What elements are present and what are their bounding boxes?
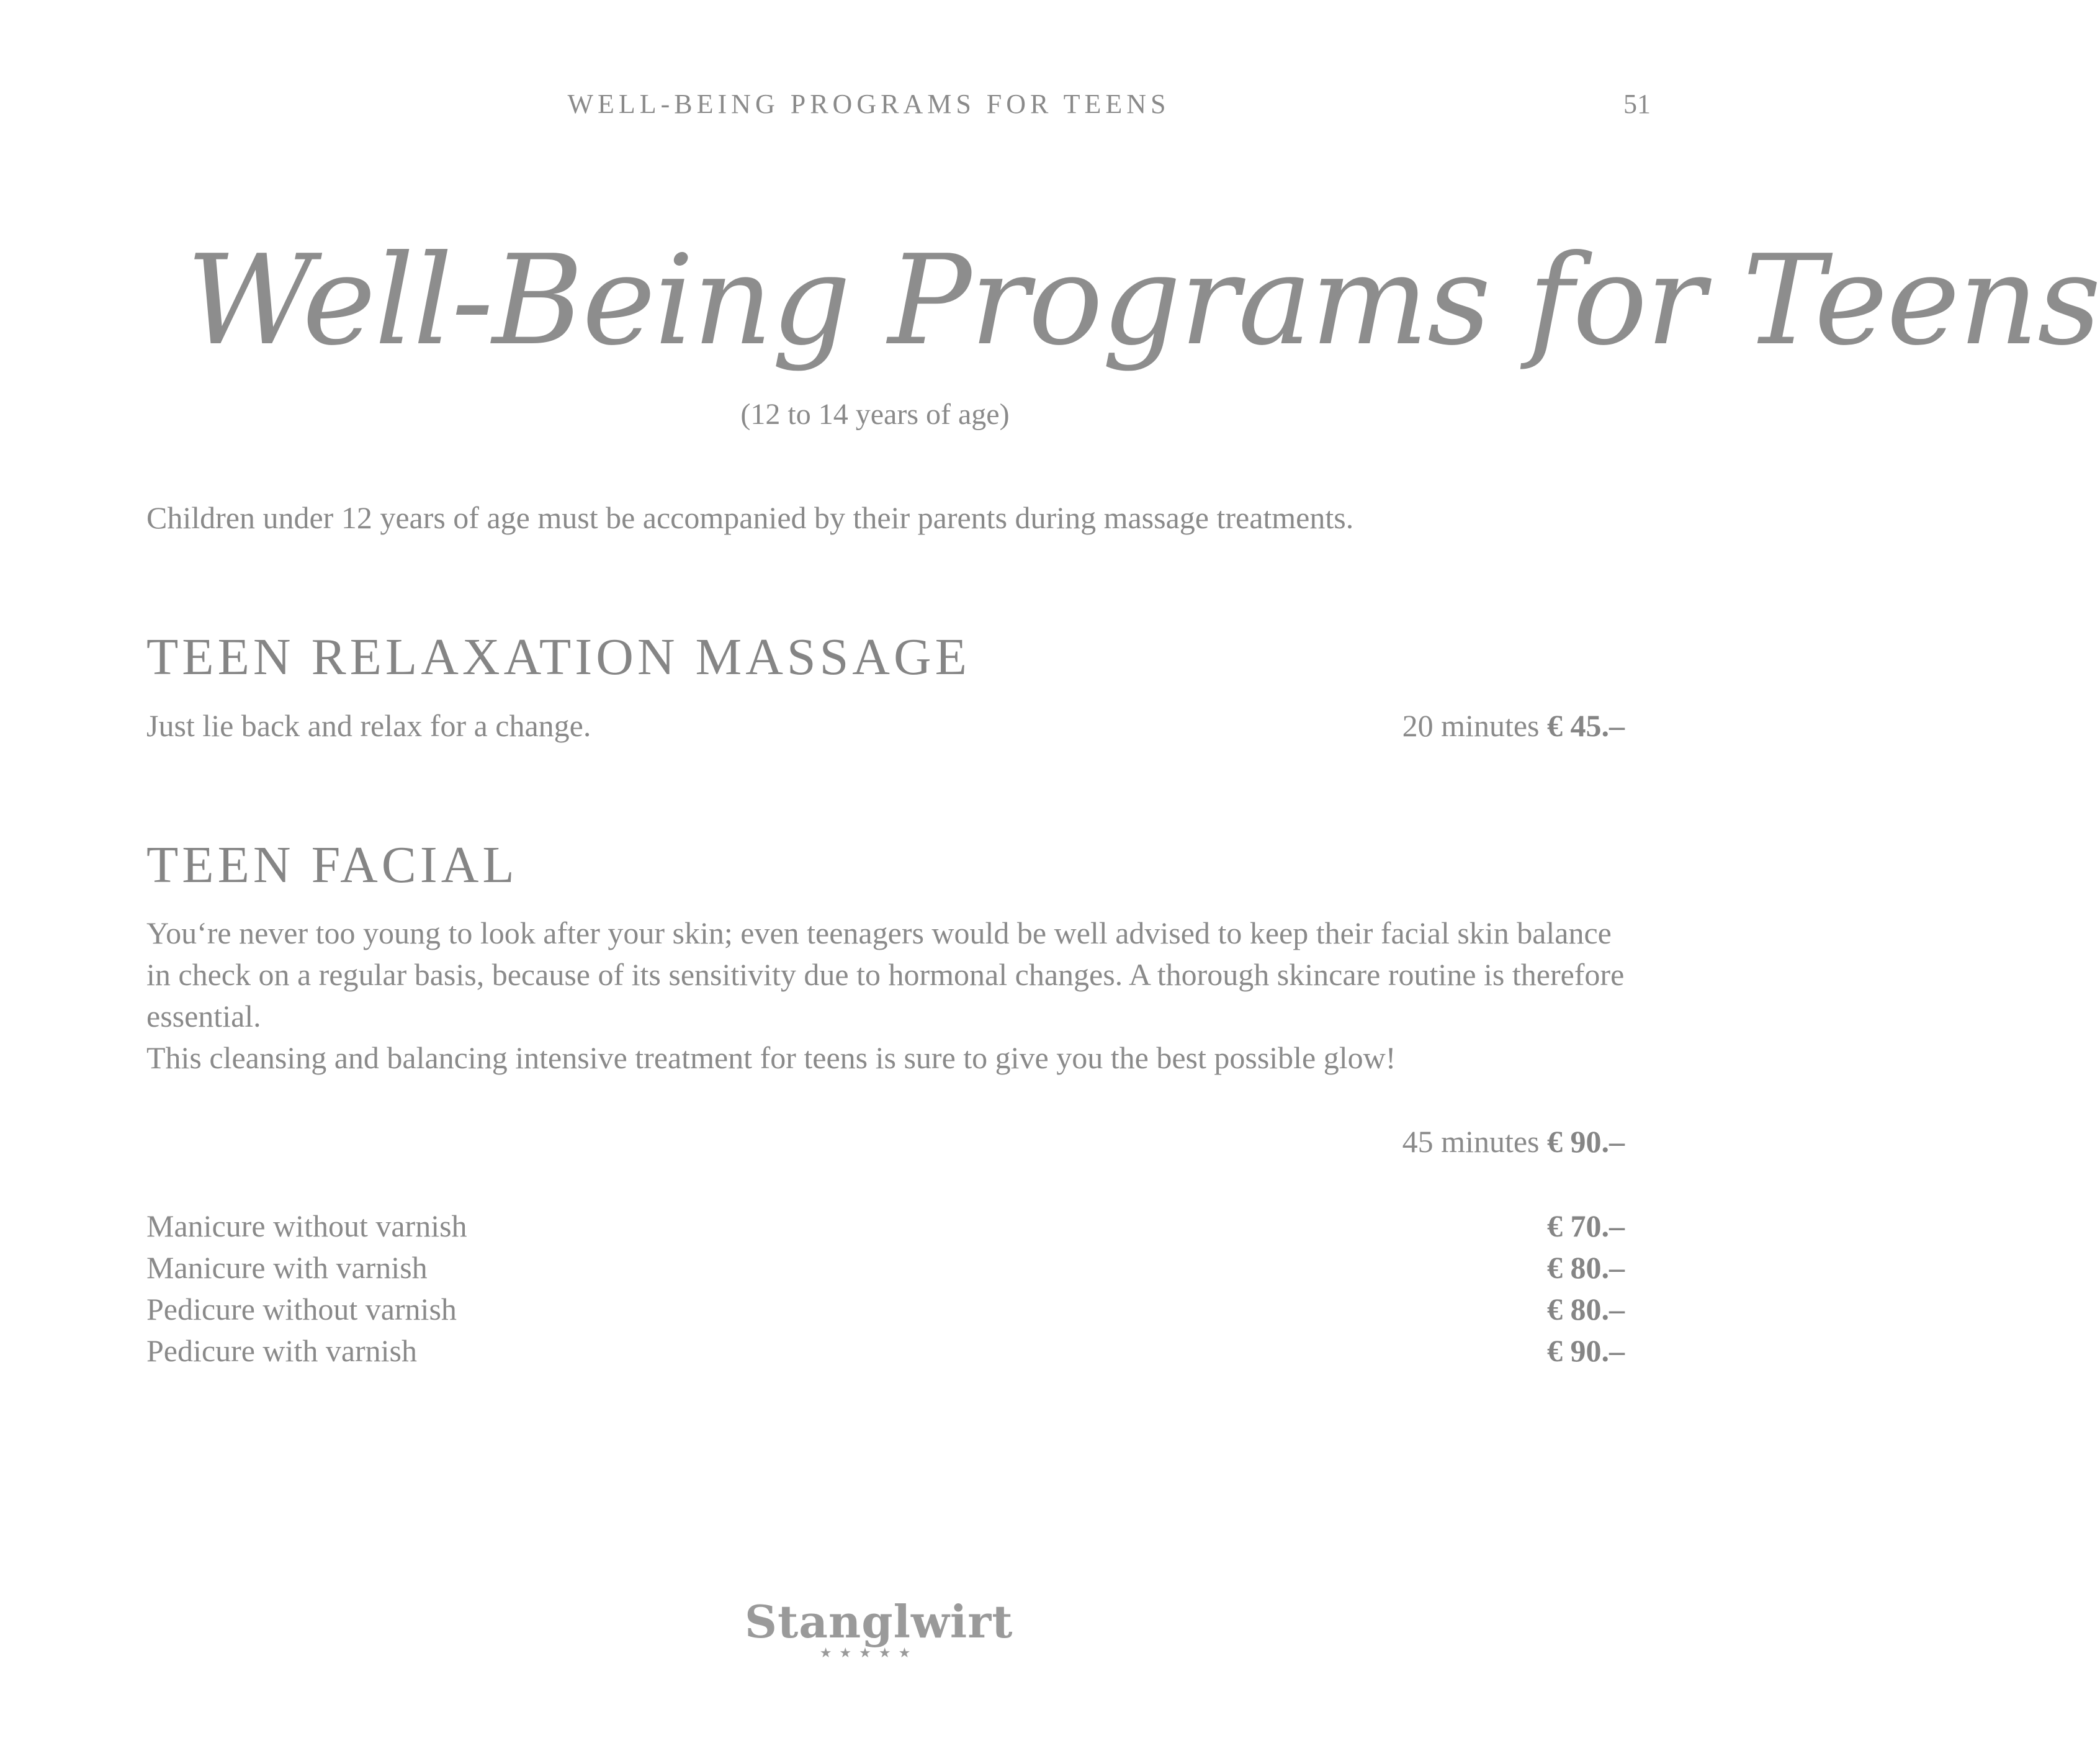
- facial-price: € 90.–: [1547, 1124, 1625, 1159]
- massage-duration: 20 minutes: [1402, 708, 1540, 743]
- list-item-price: € 70.–: [1547, 1209, 1625, 1243]
- massage-price: € 45.–: [1547, 708, 1625, 743]
- list-item-label: Pedicure with varnish: [146, 1333, 418, 1368]
- section-heading-teen-relaxation-massage: TEEN RELAXATION MASSAGE: [146, 628, 971, 686]
- list-item: [146, 1205, 1625, 1247]
- nail-care-price-list: [146, 1205, 1625, 1372]
- intro-note: Children under 12 years of age must be accompanied by their parents during massage treatments.: [146, 500, 1354, 535]
- facial-duration: 45 minutes: [1402, 1124, 1540, 1159]
- list-item-price: € 80.–: [1547, 1292, 1625, 1326]
- facial-price-group: [1402, 1123, 1625, 1159]
- massage-price-line: [1402, 708, 1625, 744]
- massage-description: Just lie back and relax for a change.: [146, 708, 591, 743]
- list-item-price: € 80.–: [1547, 1250, 1625, 1285]
- list-item-price: € 90.–: [1547, 1333, 1625, 1368]
- list-item-label: Manicure with varnish: [146, 1250, 428, 1285]
- logo-wordmark: Stanglwirt: [745, 1595, 1013, 1648]
- facial-paragraph-2: This cleansing and balancing intensive treatment for teens is sure to give you the best possible glow!: [146, 1040, 1396, 1075]
- running-head: WELL-BEING PROGRAMS FOR TEENS: [567, 89, 1170, 119]
- section-heading-teen-facial: TEEN FACIAL: [146, 836, 518, 894]
- page-title: Well-Being Programs for Teens: [186, 228, 2100, 373]
- massage-offer-row: [146, 708, 1625, 744]
- list-item: [146, 1247, 1625, 1289]
- star-rating-icon: ★★★★★: [819, 1646, 918, 1661]
- facial-description: [146, 912, 1636, 1079]
- page-number: 51: [1623, 89, 1651, 119]
- facial-price-line: [146, 1123, 1625, 1159]
- stanglwirt-logo: [745, 1595, 1013, 1661]
- list-item-label: Manicure without varnish: [146, 1209, 467, 1243]
- facial-paragraph-1: You‘re never too young to look after your skin; even teenagers would be well advised to keep their facial skin balance in check on a regular basis, because of its sensitivity due to hormonal changes. A thorough skincare routine is therefore essential.: [146, 916, 1625, 1033]
- list-item-label: Pedicure without varnish: [146, 1292, 457, 1326]
- list-item: [146, 1330, 1625, 1372]
- page-subtitle: (12 to 14 years of age): [740, 398, 1010, 431]
- list-item: [146, 1289, 1625, 1330]
